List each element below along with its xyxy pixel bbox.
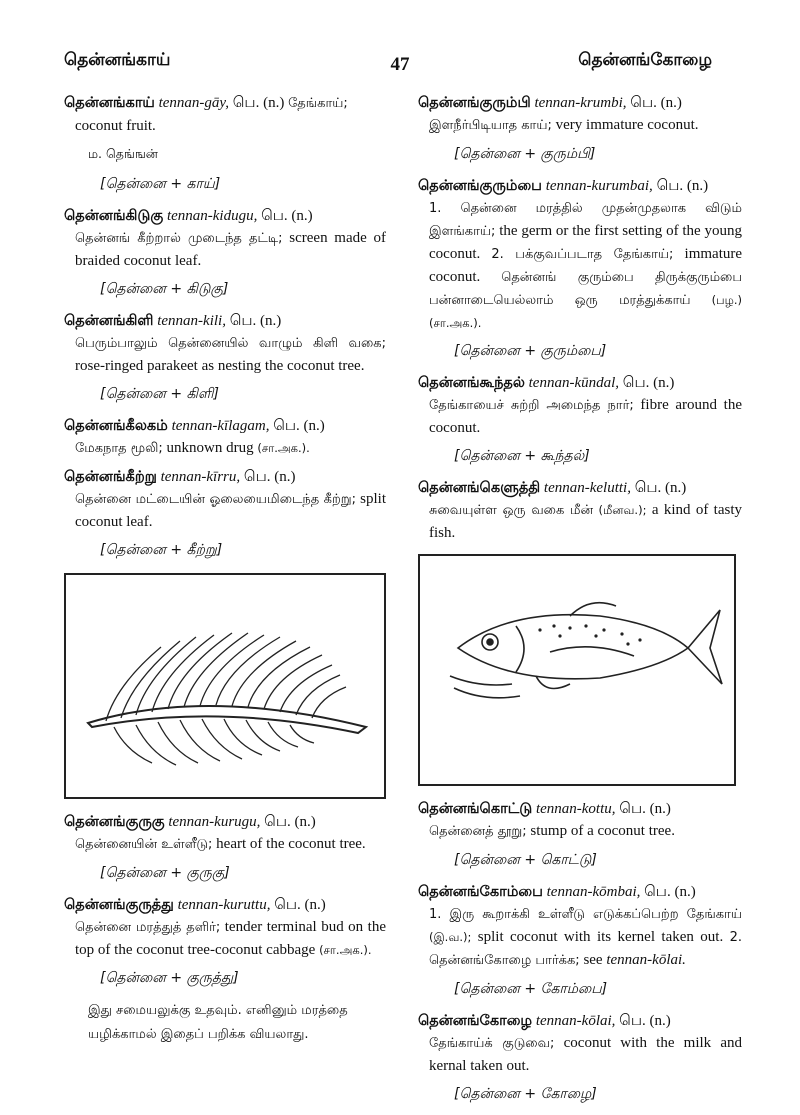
entry-etymology: [தென்னை + குரும்பி] [454,146,596,162]
right-column [418,92,742,1115]
entry-transliteration: tennan-krumbi, [534,95,627,111]
fish-drawing [420,556,734,784]
entry-pos: பெ. (n.) [644,884,696,900]
entry-etymology: [தென்னை + குருத்து] [100,970,239,986]
entry-quote: தென்னங் குரும்பை திருக்குரும்பை பன்னாடையெல்லாம் ஒரு மரத்துக்காய் [429,270,743,308]
dictionary-entry [64,415,386,460]
entry-headword: தென்னங்கீலகம் [64,418,168,434]
left-column [64,92,386,1053]
entry-transliteration: tennan-kōmbai, [546,884,641,900]
entry-transliteration: tennan-kili, [157,313,226,329]
entry-etymology: [தென்னை + கிளி] [100,386,219,402]
entry-headword: தென்னங்கூந்தல் [418,375,525,391]
entry-definition-en: very immature coconut. [555,117,699,133]
entry-cognate: ம. தெங்ஙன் [88,146,158,161]
entry-transliteration: tennan-kuruttu, [177,897,271,913]
entry-definition-en: coconut fruit. [75,118,156,134]
entry-headword: தென்னங்கோழை [418,1013,533,1029]
dictionary-entry [418,477,742,544]
entry-transliteration: tennan-kōlai, [535,1013,616,1029]
entry-source: (இ.வ.); [429,930,472,944]
entry-headword: தென்னங்குரும்பி [418,95,531,111]
entry-definition-en: stump of a coconut tree. [530,823,675,839]
entry-definition-ta: தேங்காயைச் சுற்றி அமைந்த நார்; [429,398,634,413]
entry-pos: பெ. (n.) [273,418,325,434]
dictionary-entry [418,881,742,1000]
dictionary-entry [418,372,742,467]
dictionary-entry [64,205,386,300]
entry-definition-en: coconut with the milk and kernal taken out. [429,1035,743,1074]
dictionary-entry [418,175,742,362]
entry-sense-2-en: immature coconut. [429,246,743,285]
entry-transliteration: tennan-kīrru, [160,469,241,485]
entry-sense-1-en: split coconut with its kernel taken out. [477,929,724,945]
dictionary-entry [64,894,386,1047]
entry-transliteration: tennan-kīlagam, [171,418,270,434]
entry-definition-ta: தென்னைத் தூறு; [429,824,527,839]
entry-source: (மீனவ.); [598,503,647,517]
entry-headword: தென்னங்கிடுகு [64,208,164,224]
entry-transliteration: tennan-kurumbai, [545,178,653,194]
entry-transliteration: tennan-gāy, [158,95,229,111]
entry-definition-ta: தேங்காய்க் குடுவை; [429,1036,555,1051]
entry-definition-en: rose-ringed parakeet as nesting the coconut tree. [75,358,365,374]
entry-headword: தென்னங்கோம்பை [418,884,543,900]
entry-pos: பெ. (n.) [232,95,285,111]
entry-definition-en: screen made of braided coconut leaf. [75,230,386,269]
entry-definition-ta: தேங்காய்; [288,96,348,111]
entry-definition-ta: மேகநாத மூலி; [75,441,163,456]
entry-sense-1-ta: 1. தென்னை மரத்தில் முதன்முதலாக விடும் இளங்காய்; [429,201,742,239]
entry-headword: தென்னங்கொட்டு [418,801,533,817]
entry-pos: பெ. (n.) [630,95,682,111]
entry-definition-en: heart of the coconut tree. [216,836,366,852]
entry-etymology: [தென்னை + கொட்டு] [454,852,597,868]
entry-definition-en: split coconut leaf. [75,491,387,530]
entry-definition-ta: பெரும்பாலும் தென்னையில் வாழும் கிளி வகை; [75,336,386,351]
entry-headword: தென்னங்காய் [64,95,155,111]
entry-source: (சா.அக.). [319,943,372,957]
entry-definition-en: a kind of tasty fish. [429,502,743,541]
entry-pos: பெ. (n.) [656,178,709,194]
entry-transliteration: tennan-kottu, [535,801,616,817]
entry-definition-ta: சுவையுள்ள ஒரு வகை மீன் [429,503,594,518]
dictionary-entry [418,92,742,165]
entry-etymology: [தென்னை + கீற்று] [100,542,223,558]
entry-headword: தென்னங்கிளி [64,313,154,329]
fish-illustration [418,554,736,786]
coconut-leaf-illustration [64,573,386,799]
entry-etymology: [தென்னை + கோழை] [454,1086,597,1102]
entry-transliteration: tennan-kelutti, [543,480,631,496]
entry-pos: பெ. (n.) [619,1013,671,1029]
entry-etymology: [தென்னை + கூந்தல்] [454,448,590,464]
entry-etymology: [தென்னை + குருகு] [100,865,230,881]
entry-etymology: [தென்னை + குரும்பை] [454,343,607,359]
entry-pos: பெ. (n.) [261,208,313,224]
entry-headword: தென்னங்கெளுத்தி [418,480,541,496]
entry-sense-1-en: the germ or the first setting of the young coconut. [429,223,742,262]
entry-cross-reference: tennan-kōlai. [606,952,686,968]
dictionary-entry [64,92,386,195]
entry-etymology: [தென்னை + கோம்பை] [454,981,608,997]
entry-definition-en: tender terminal bud on the top of the coconut tree-coconut cabbage [75,919,386,958]
dictionary-entry [64,811,386,884]
entry-pos: பெ. (n.) [274,897,326,913]
entry-definition-en: unknown drug [166,440,254,456]
dictionary-entry [418,798,742,871]
entry-headword: தென்னங்கீற்று [64,469,157,485]
entry-etymology: [தென்னை + காய்] [100,176,221,192]
entry-definition-ta: தென்னை மட்டையின் ஓலையைமிடைந்த கீற்று; [75,492,357,507]
entry-sense-2-ta: 2. பக்குவப்படாத தேங்காய்; [491,247,674,262]
entry-headword: தென்னங்குருத்து [64,897,174,913]
entry-transliteration: tennan-kidugu, [166,208,258,224]
entry-transliteration: tennan-kūndal, [528,375,620,391]
entry-headword: தென்னங்குருகு [64,814,165,830]
entry-etymology: [தென்னை + கிடுகு] [100,281,229,297]
entry-sense-2-ta: 2. தென்னங்கோழை பார்க்க; [429,930,743,968]
dictionary-entry [64,466,386,561]
entry-pos: பெ. (n.) [264,814,316,830]
entry-pos: பெ. (n.) [243,469,296,485]
entry-source: (பழ.) (சா.அக.). [429,293,743,330]
dictionary-entry [418,1010,742,1105]
entry-pos: பெ. (n.) [619,801,671,817]
running-head-right: தென்னங்கோழை [578,50,712,70]
entry-sense-1-ta: 1. இரு கூறாக்கி உள்ளீடு எடுக்கப்பெற்ற தேங்காய் [429,907,742,922]
page-number: 47 [390,54,410,75]
entry-headword: தென்னங்குரும்பை [418,178,542,194]
entry-definition-ta: தென்னை மரத்துத் தளிர்; [75,920,221,935]
running-head-left: தென்னங்காய் [64,50,171,70]
entry-definition-ta: இளநீர்பிடியாத காய்; [429,118,552,133]
entry-note: இது சமையலுக்கு உதவும். எனினும் மரத்தை யழிக்காமல் இதைப் பறிக்க வியலாது. [88,1003,348,1042]
entry-definition-ta: தென்னங் கீற்றால் முடைந்த தட்டி; [75,231,283,246]
entry-pos: பெ. (n.) [229,313,282,329]
dictionary-entry [64,310,386,405]
entry-transliteration: tennan-kurugu, [168,814,261,830]
entry-pos: பெ. (n.) [634,480,687,496]
coconut-leaf-drawing [66,575,384,797]
entry-source: (சா.அக.). [257,441,310,455]
entry-pos: பெ. (n.) [622,375,675,391]
entry-definition-ta: தென்னையின் உள்ளீடு; [75,837,213,852]
entry-sense-2-en: see [583,952,603,968]
entry-definition-en: fibre around the coconut. [429,397,743,436]
